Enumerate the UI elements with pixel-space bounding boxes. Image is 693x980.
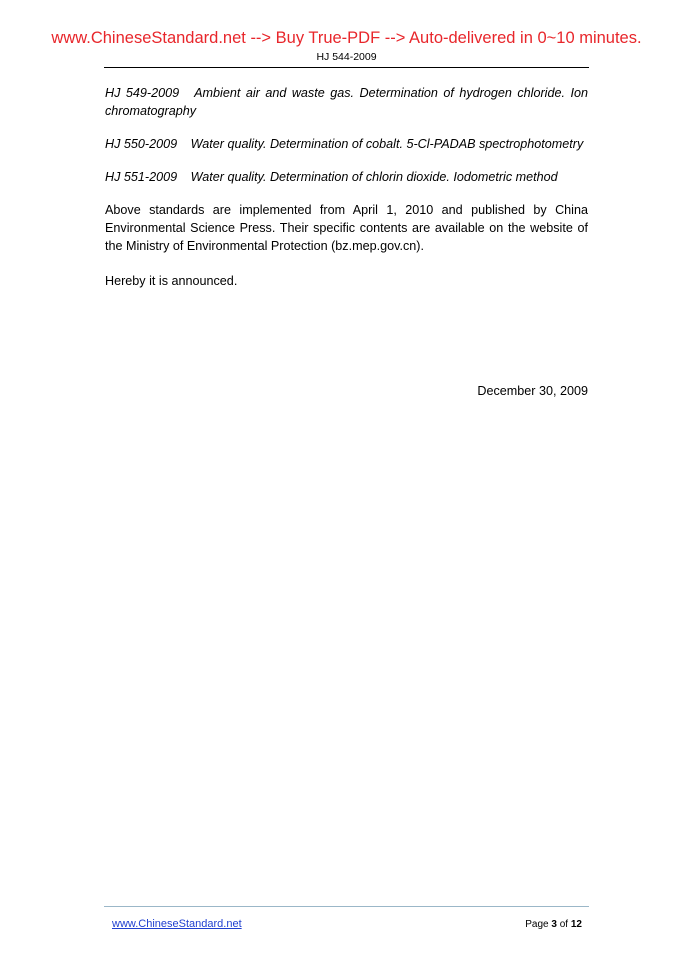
- standard-code: HJ 549-2009: [105, 86, 180, 100]
- page-current: 3: [551, 919, 557, 930]
- footer-divider: [104, 906, 589, 907]
- page-total: 12: [570, 919, 582, 930]
- standard-title: Ambient air and waste gas. Determination of hydrogen chloride. Ion chromatography: [105, 86, 588, 118]
- page-number: [525, 918, 582, 931]
- document-body: [105, 84, 588, 290]
- standard-entry: [105, 135, 588, 153]
- standard-entry: [105, 84, 588, 120]
- standard-title: Water quality. Determination of chlorin dioxide. Iodometric method: [190, 170, 558, 184]
- page-label: Page: [525, 919, 549, 930]
- standard-code: HJ 550-2009: [105, 137, 178, 151]
- header-banner[interactable]: www.ChineseStandard.net --> Buy True-PDF --> Auto-delivered in 0~10 minutes.: [51, 29, 642, 47]
- footer-website-link[interactable]: www.ChineseStandard.net: [112, 918, 242, 930]
- announcement-date: December 30, 2009: [477, 384, 588, 398]
- header-divider: [104, 67, 589, 68]
- standard-entry: [105, 168, 588, 186]
- standard-code: HJ 551-2009: [105, 170, 178, 184]
- standard-title: Water quality. Determination of cobalt. 5-Cl-PADAB spectrophotometry: [190, 137, 584, 151]
- document-code: HJ 544-2009: [316, 51, 377, 63]
- announcement-text: Hereby it is announced.: [105, 274, 238, 288]
- page-of-label: of: [559, 919, 569, 930]
- implementation-notice: Above standards are implemented from April 1, 2010 and published by China Environmental Science Press. Their specific contents are available on the website of the Ministry of Environmental Protection (bz.mep.gov.cn).: [105, 203, 588, 253]
